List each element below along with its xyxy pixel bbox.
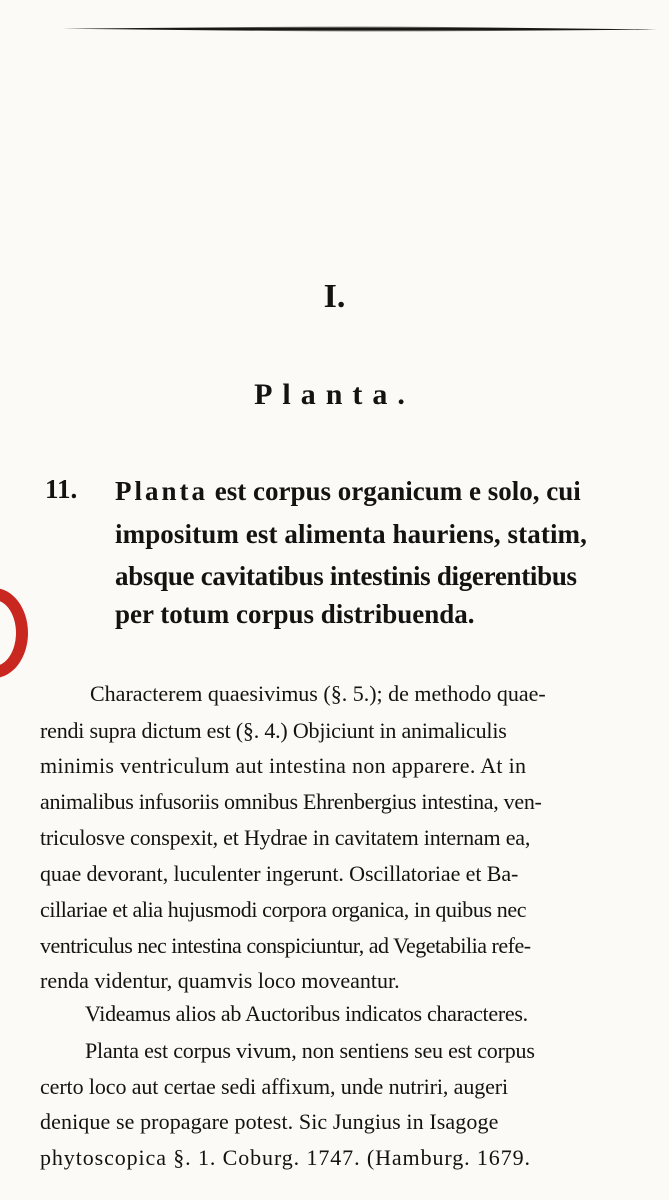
chapter-number: I. (323, 278, 346, 315)
top-rule (62, 26, 662, 32)
paragraph-line: Planta est corpus vivum, non sentiens seu est corpus (85, 1038, 535, 1063)
thesis-line (115, 478, 581, 505)
thesis-number: 11. (45, 474, 78, 504)
paragraph-line: minimis ventriculum aut intestina non apparere. At in (40, 753, 527, 778)
paragraph-line: ventriculus nec intestina conspiciuntur, ad Vegetabilia refe- (40, 933, 531, 958)
paragraph-line: quae devorant, luculenter ingerunt. Oscillatoriae et Ba- (40, 861, 519, 886)
paragraph-line: triculosve conspexit, et Hydrae in cavitatem internam ea, (40, 825, 531, 850)
paragraph-line: phytoscopica §. 1. Coburg. 1747. (Hamburg. 1679. (40, 1145, 531, 1170)
paragraph-line: Videamus alios ab Auctoribus indicatos characteres. (85, 1001, 528, 1026)
paragraph-line: Characterem quaesivimus (§. 5.); de methodo quae- (90, 681, 546, 706)
thesis-line: absque cavitatibus intestinis digerentibus (115, 561, 577, 591)
thesis-lead-word: Planta (115, 476, 209, 506)
paragraph-line: denique se propagare potest. Sic Jungius in Isagoge (40, 1109, 499, 1134)
thesis-line-text: est corpus organicum e solo, cui (208, 476, 581, 506)
red-ring-mark (0, 588, 28, 678)
paragraph-line: certo loco aut certae sedi affixum, unde nutriri, augeri (40, 1074, 509, 1099)
paragraph-line: cillariae et alia hujusmodi corpora organica, in quibus nec (40, 897, 527, 922)
paragraph-line: renda videntur, quamvis loco moveantur. (40, 968, 400, 993)
thesis-line: impositum est alimenta hauriens, statim, (115, 519, 587, 549)
chapter-title: Planta. (254, 378, 415, 411)
paragraph-line: rendi supra dictum est (§. 4.) Objiciunt in animaliculis (40, 718, 507, 743)
thesis-line: per totum corpus distribuenda. (115, 599, 475, 629)
paragraph-line: animalibus infusoriis omnibus Ehrenbergius intestina, ven- (40, 789, 542, 814)
